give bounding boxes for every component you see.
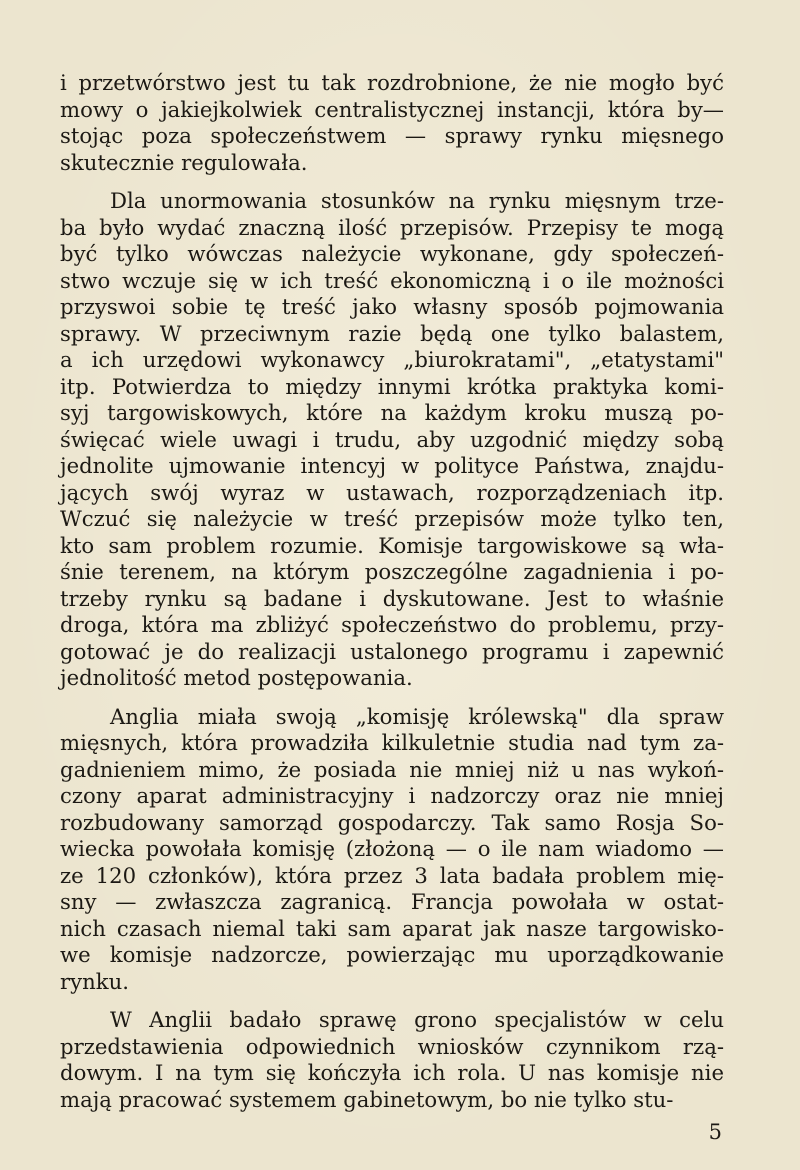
text-line: i przetwórstwo jest tu tak rozdrobnione, że nie mogło być bbox=[60, 70, 724, 95]
text-line: droga, która ma zbliżyć społeczeństwo do problemu, przy- bbox=[60, 612, 724, 637]
text-line: jednolitość metod postępowania. bbox=[60, 665, 413, 690]
text-line: stwo wczuje się w ich treść ekonomiczną i o ile możności bbox=[60, 267, 724, 293]
text-line: kto sam problem rozumie. Komisje targowiskowe są wła- bbox=[60, 532, 724, 558]
paragraph bbox=[60, 188, 724, 692]
text-line: mięsnych, która prowadziła kilkuletnie studia nad tym za- bbox=[60, 730, 724, 755]
text-line: itp. Potwierdza to między innymi krótka praktyka komi- bbox=[60, 373, 724, 399]
text-line: gadnieniem mimo, że posiada nie mniej niż u nas wykoń- bbox=[60, 756, 724, 782]
text-line: Anglia miała swoją „komisję królewską" dla spraw bbox=[110, 703, 724, 729]
text-line: mają pracować systemem gabinetowym, bo nie tylko stu- bbox=[60, 1086, 674, 1112]
text-line: trzeby rynku są badane i dyskutowane. Jest to właśnie bbox=[60, 585, 724, 611]
text-line: skutecznie regulowała. bbox=[60, 149, 308, 175]
text-line: Wczuć się należycie w treść przepisów może tylko ten, bbox=[60, 506, 724, 531]
text-line: dowym. I na tym się kończyła ich rola. U nas komisje nie bbox=[60, 1060, 724, 1085]
text-line: jących swój wyraz w ustawach, rozporządzeniach itp. bbox=[60, 479, 724, 505]
text-line: nich czasach niemal taki sam aparat jak nasze targowisko- bbox=[60, 915, 724, 941]
text-line: rynku. bbox=[60, 968, 129, 994]
paragraph bbox=[60, 70, 724, 176]
text-line: czony aparat administracyjny i nadzorczy oraz nie mniej bbox=[60, 783, 724, 808]
text-line: Dla unormowania stosunków na rynku mięsnym trze- bbox=[110, 188, 724, 213]
text-line: stojąc poza społeczeństwem — sprawy rynku mięsnego bbox=[60, 123, 724, 148]
text-line: wiecka powołała komisję (złożoną — o ile nam wiadomo — bbox=[60, 836, 724, 861]
text-line: a ich urzędowi wykonawcy „biurokratami", „etatystami" bbox=[60, 347, 724, 372]
text-line: ba było wydać znaczną ilość przepisów. Przepisy te mogą bbox=[60, 214, 724, 240]
text-line: śnie terenem, na którym poszczególne zagadnienia i po- bbox=[60, 559, 724, 584]
text-line: święcać wiele uwagi i trudu, aby uzgodnić między sobą bbox=[60, 426, 724, 452]
text-line: sny — zwłaszcza zagranicą. Francja powołała w ostat- bbox=[60, 889, 724, 914]
text-line: W Anglii badało sprawę grono specjalistów w celu bbox=[110, 1007, 724, 1032]
text-line: rozbudowany samorząd gospodarczy. Tak samo Rosja So- bbox=[60, 809, 724, 835]
text-line: przedstawienia odpowiednich wniosków czynnikom rzą- bbox=[60, 1033, 724, 1059]
paragraph bbox=[60, 1007, 724, 1113]
paragraph bbox=[60, 704, 724, 996]
text-line: przyswoi sobie tę treść jako własny sposób pojmowania bbox=[60, 294, 724, 319]
body-text bbox=[60, 70, 724, 1125]
text-line: ze 120 członków), która przez 3 lata badała problem mię- bbox=[60, 862, 724, 888]
text-line: mowy o jakiejkolwiek centralistycznej instancji, która by— bbox=[60, 96, 724, 122]
text-line: sprawy. W przeciwnym razie będą one tylko balastem, bbox=[60, 320, 724, 346]
text-line: jednolite ujmowanie intencyj w polityce Państwa, znajdu- bbox=[60, 453, 724, 478]
text-line: być tylko wówczas należycie wykonane, gdy społeczeń- bbox=[60, 241, 724, 266]
text-line: gotować je do realizacji ustalonego programu i zapewnić bbox=[60, 638, 724, 664]
page-number: 5 bbox=[708, 1120, 722, 1144]
text-line: syj targowiskowych, które na każdym kroku muszą po- bbox=[60, 400, 724, 425]
text-line: we komisje nadzorcze, powierzając mu uporządkowanie bbox=[60, 942, 724, 967]
